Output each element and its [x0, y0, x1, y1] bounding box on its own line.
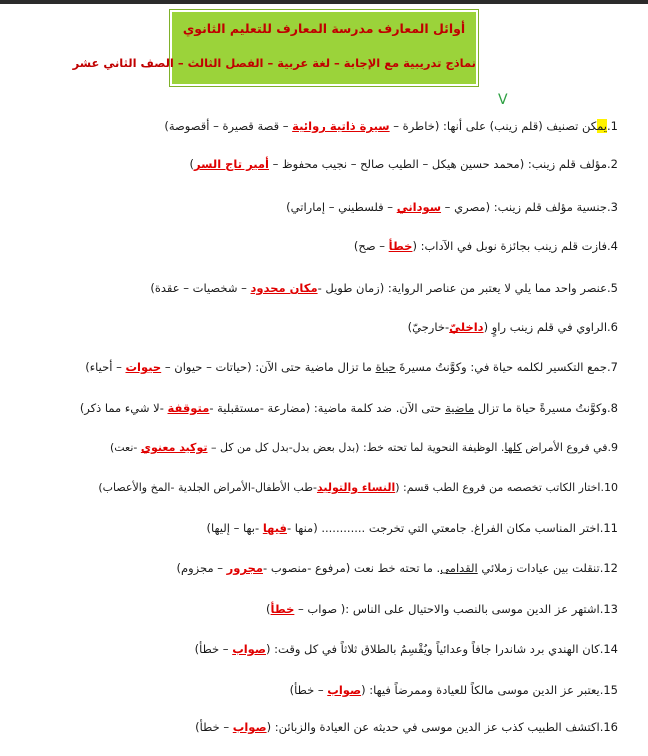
answer: فيها	[262, 521, 287, 535]
answer: سوداني	[396, 200, 442, 214]
question-3: 3.جنسية مؤلف قلم زينب: (مصري – سوداني – فلسطيني – إماراتي)	[286, 200, 618, 214]
answer: خطأ	[270, 602, 295, 616]
underlined-word: القدامى	[440, 561, 478, 575]
answer: صواب	[232, 642, 267, 656]
question-8: 8.وكوَّنتُ مسيرةً حياة ما تزال ماضية حتى الآن. ضد كلمة ماضية: (مضارعة -مستقبلية -متوقفة -لا شيء مما ذكر)	[79, 401, 618, 415]
underlined-word: كلها	[504, 441, 522, 454]
question-10: 10.اختار الكاتب تخصصه من فروع الطب قسم: (النساء والتوليد-طب الأطفال-الأمراض الجلدية -المخ والأعصاب)	[98, 481, 618, 494]
question-15: 15.يعتبر عز الدين موسى مالكاً للعيادة وممرضاً فيها: (صواب – خطأ)	[289, 683, 618, 697]
question-7: 7.جمع التكسير لكلمه حياة في: وكوَّنتُ مسيرةَ حياة ما تزال ماضية حتى الآن: (حياتات – حيوان – حيوات – أحياء)	[85, 360, 618, 374]
answer: صواب	[232, 720, 267, 734]
question-2: 2.مؤلف قلم زينب: (محمد حسين هيكل – الطيب صالح – نجيب محفوظ – أمير تاج السر)	[189, 157, 618, 171]
answer: توكيد معنوي	[140, 441, 208, 454]
top-edge-bar	[0, 0, 648, 4]
question-1: 1.يمكن تصنيف (قلم زينب) على أنها: (خاطرة – سيرة ذاتية روائية – قصة قصيرة – أقصوصة)	[164, 119, 618, 133]
answer: سيرة ذاتية روائية	[292, 119, 390, 133]
answer: النساء والتوليد	[316, 481, 396, 494]
answer: أمير تاج السر	[194, 157, 269, 171]
title-banner	[72, 10, 478, 86]
question-16: 16.اكتشف الطبيب كذب عز الدين موسى في حديثه عن العيادة والزبائن: (صواب – خطأ)	[195, 720, 618, 734]
question-9: 9.في فروع الأمراض كلها. الوظيفة النحوية لما تحته خط: (بدل بعض بدل-بدل كل من كل – توكيد معنوي -نعت)	[109, 441, 618, 454]
highlight: يم	[597, 119, 608, 133]
answer: خطأ	[388, 239, 413, 253]
question-4: 4.فازت قلم زينب بجائزة نوبل في الآداب: (خطأ – صح)	[353, 239, 618, 253]
worksheet-subtitle: نماذج تدريبية مع الإجابة – لغة عربية – الفصل الثالث – الصف الثاني عشر	[72, 56, 476, 70]
answer: مكان محدود	[250, 281, 318, 295]
check-mark: V	[498, 92, 508, 108]
answer: مجرور	[226, 561, 264, 575]
underlined-word: حياة	[375, 360, 396, 374]
underlined-word: ماضية	[445, 401, 475, 415]
question-11: 11.اختر المناسب مكان الفراغ. جامعتي التي تخرجت ............ (منها -فيها -بها – إليها)	[206, 521, 618, 535]
question-5: 5.عنصر واحد مما يلي لا يعتبر من عناصر الرواية: (زمان طويل -مكان محدود – شخصيات – عقدة)	[150, 281, 618, 295]
question-6: 6.الراوي في قلم زينب راوٍ (داخليّ-خارجيّ)	[407, 320, 618, 334]
school-title: أوائل المعارف مدرسة المعارف للتعليم الثانوي	[182, 21, 466, 36]
answer: صواب	[327, 683, 362, 697]
answer: حيوات	[125, 360, 162, 374]
question-12: 12.تنقلت بين عيادات زملائي القدامى. ما تحته خط نعت (مرفوع -منصوب -مجرور – مجزوم)	[176, 561, 618, 575]
answer: متوقفة	[167, 401, 210, 415]
question-13: 13.اشتهر عز الدين موسى بالنصب والاحتيال على الناس :( صواب – خطأ)	[266, 602, 618, 616]
question-14: 14.كان الهندي برد شاندرا جافاً وعدائياً ويُقْسِمُ بالطلاق ثلاثاً في كل وقت: (صواب – خطأ)	[194, 642, 618, 656]
answer: داخليّ	[449, 320, 484, 334]
